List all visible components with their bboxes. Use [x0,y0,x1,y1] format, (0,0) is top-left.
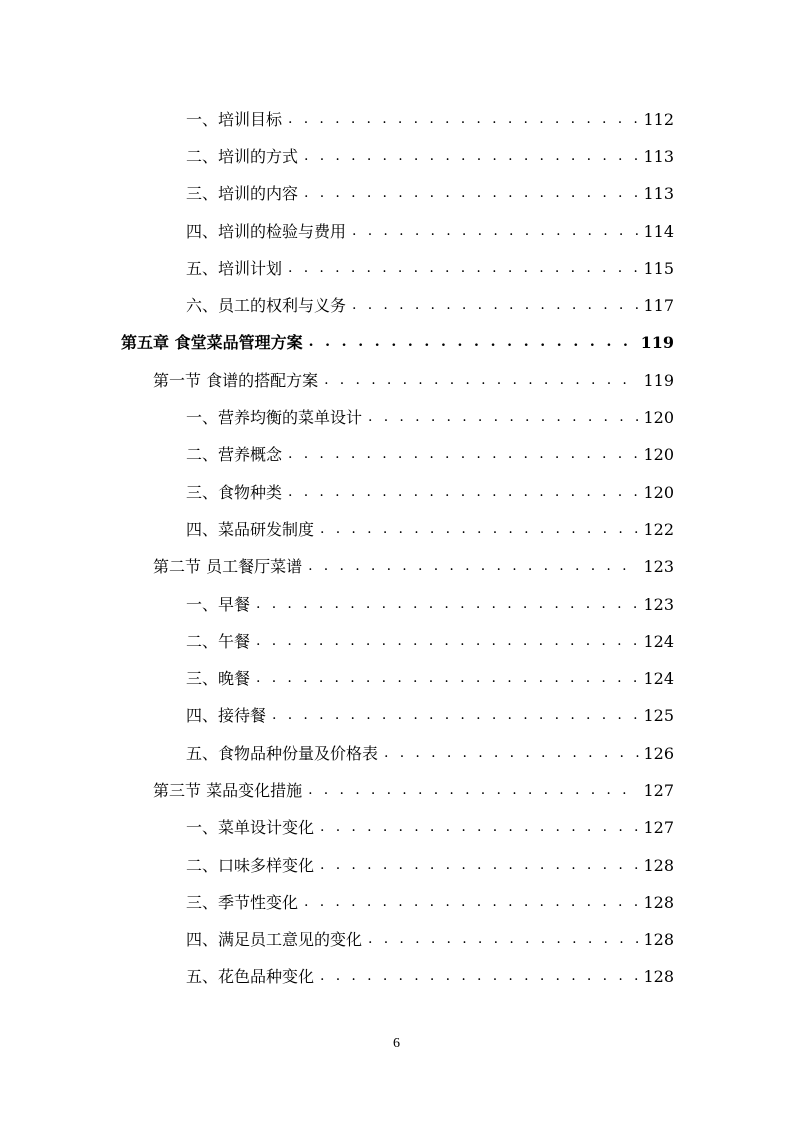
toc-chapter-page: 119 [640,333,674,353]
toc-entry-title: 三、食物种类 [186,482,283,502]
toc-leader-dots [320,858,639,872]
toc-entry[interactable] [0,474,793,511]
toc-leader-dots [288,261,639,275]
toc-entry-page: 128 [643,855,674,875]
toc-section-entry[interactable] [0,362,793,399]
toc-entry-title: 二、午餐 [186,631,251,651]
toc-entry[interactable] [0,586,793,623]
toc-entry-title: 五、食物品种份量及价格表 [186,743,379,763]
toc-entry-page: 127 [643,818,674,838]
toc-chapter-title: 第五章 食堂菜品管理方案 [121,333,303,353]
toc-leader-dots [304,186,639,200]
toc-entry-title: 三、季节性变化 [186,892,299,912]
toc-section-page: 123 [643,557,674,577]
toc-leader-dots [352,224,639,238]
toc-leader-dots [368,410,639,424]
toc-entry[interactable] [0,511,793,548]
toc-leader-dots [288,485,639,499]
toc-entry-page: 125 [643,706,674,726]
toc-section-title: 第二节 员工餐厅菜谱 [153,557,303,577]
toc-entry-page: 122 [643,519,674,539]
toc-entry-title: 四、满足员工意见的变化 [186,930,363,950]
toc-entry-title: 四、菜品研发制度 [186,519,315,539]
toc-leader-dots [308,783,639,797]
toc-entry[interactable] [0,623,793,660]
toc-leader-dots [256,671,639,685]
toc-entry[interactable] [0,176,793,213]
toc-leader-dots [309,335,637,349]
toc-entry[interactable] [0,884,793,921]
toc-entry-page: 128 [643,930,674,950]
toc-entry-page: 124 [643,631,674,651]
toc-entry[interactable] [0,810,793,847]
toc-entry-page: 115 [643,258,674,278]
toc-entry-title: 五、培训计划 [186,258,283,278]
toc-entry[interactable] [0,437,793,474]
toc-entry-page: 117 [643,296,674,316]
toc-entry-title: 三、晚餐 [186,669,251,689]
toc-entry-title: 一、培训目标 [186,109,283,129]
toc-entry-page: 120 [643,408,674,428]
toc-leader-dots [320,522,639,536]
toc-section-entry[interactable] [0,549,793,586]
toc-entry[interactable] [0,399,793,436]
toc-section-title: 第三节 菜品变化措施 [153,780,303,800]
toc-entry-page: 128 [643,892,674,912]
toc-entry[interactable] [0,250,793,287]
toc-entry-page: 126 [643,743,674,763]
toc-leader-dots [256,634,639,648]
toc-entry-page: 113 [643,146,674,166]
toc-leader-dots [320,969,639,983]
toc-entry-page: 112 [643,109,674,129]
toc-entry[interactable] [0,959,793,996]
toc-entry-title: 一、营养均衡的菜单设计 [186,408,363,428]
toc-entry-title: 六、员工的权利与义务 [186,296,347,316]
toc-entry-title: 一、菜单设计变化 [186,818,315,838]
toc-entry[interactable] [0,847,793,884]
toc-entry-page: 113 [643,184,674,204]
toc-leader-dots [352,298,639,312]
toc-entry-title: 三、培训的内容 [186,184,299,204]
toc-entry-title: 二、口味多样变化 [186,855,315,875]
toc-leader-dots [324,373,639,387]
toc-leader-dots [304,149,639,163]
toc-entry-title: 一、早餐 [186,594,251,614]
toc-leader-dots [256,597,639,611]
toc-section-page: 119 [643,370,674,390]
toc-entry-page: 123 [643,594,674,614]
toc-leader-dots [308,559,639,573]
toc-entry-title: 二、营养概念 [186,445,283,465]
toc-entry[interactable] [0,698,793,735]
toc-entry[interactable] [0,213,793,250]
toc-section-entry[interactable] [0,772,793,809]
toc-chapter-entry[interactable] [0,325,793,362]
toc-leader-dots [384,746,639,760]
toc-entry-page: 124 [643,669,674,689]
toc-entry-page: 120 [643,445,674,465]
page-number: 6 [393,1036,400,1051]
toc-entry[interactable] [0,101,793,138]
toc-entry-page: 120 [643,482,674,502]
toc-entry[interactable] [0,735,793,772]
toc-section-title: 第一节 食谱的搭配方案 [153,370,319,390]
toc-entry-title: 二、培训的方式 [186,146,299,166]
toc-entry[interactable] [0,138,793,175]
toc-entry[interactable] [0,660,793,697]
toc-leader-dots [304,895,639,909]
toc-entry-page: 128 [643,967,674,987]
toc-leader-dots [288,112,639,126]
toc-entry[interactable] [0,922,793,959]
toc-entry[interactable] [0,287,793,324]
toc-leader-dots [272,708,639,722]
table-of-contents [0,101,793,996]
toc-entry-title: 五、花色品种变化 [186,967,315,987]
toc-entry-title: 四、接待餐 [186,706,267,726]
toc-leader-dots [320,820,639,834]
toc-section-page: 127 [643,780,674,800]
toc-entry-title: 四、培训的检验与费用 [186,221,347,241]
toc-entry-page: 114 [643,221,674,241]
toc-leader-dots [288,447,639,461]
toc-leader-dots [368,932,639,946]
